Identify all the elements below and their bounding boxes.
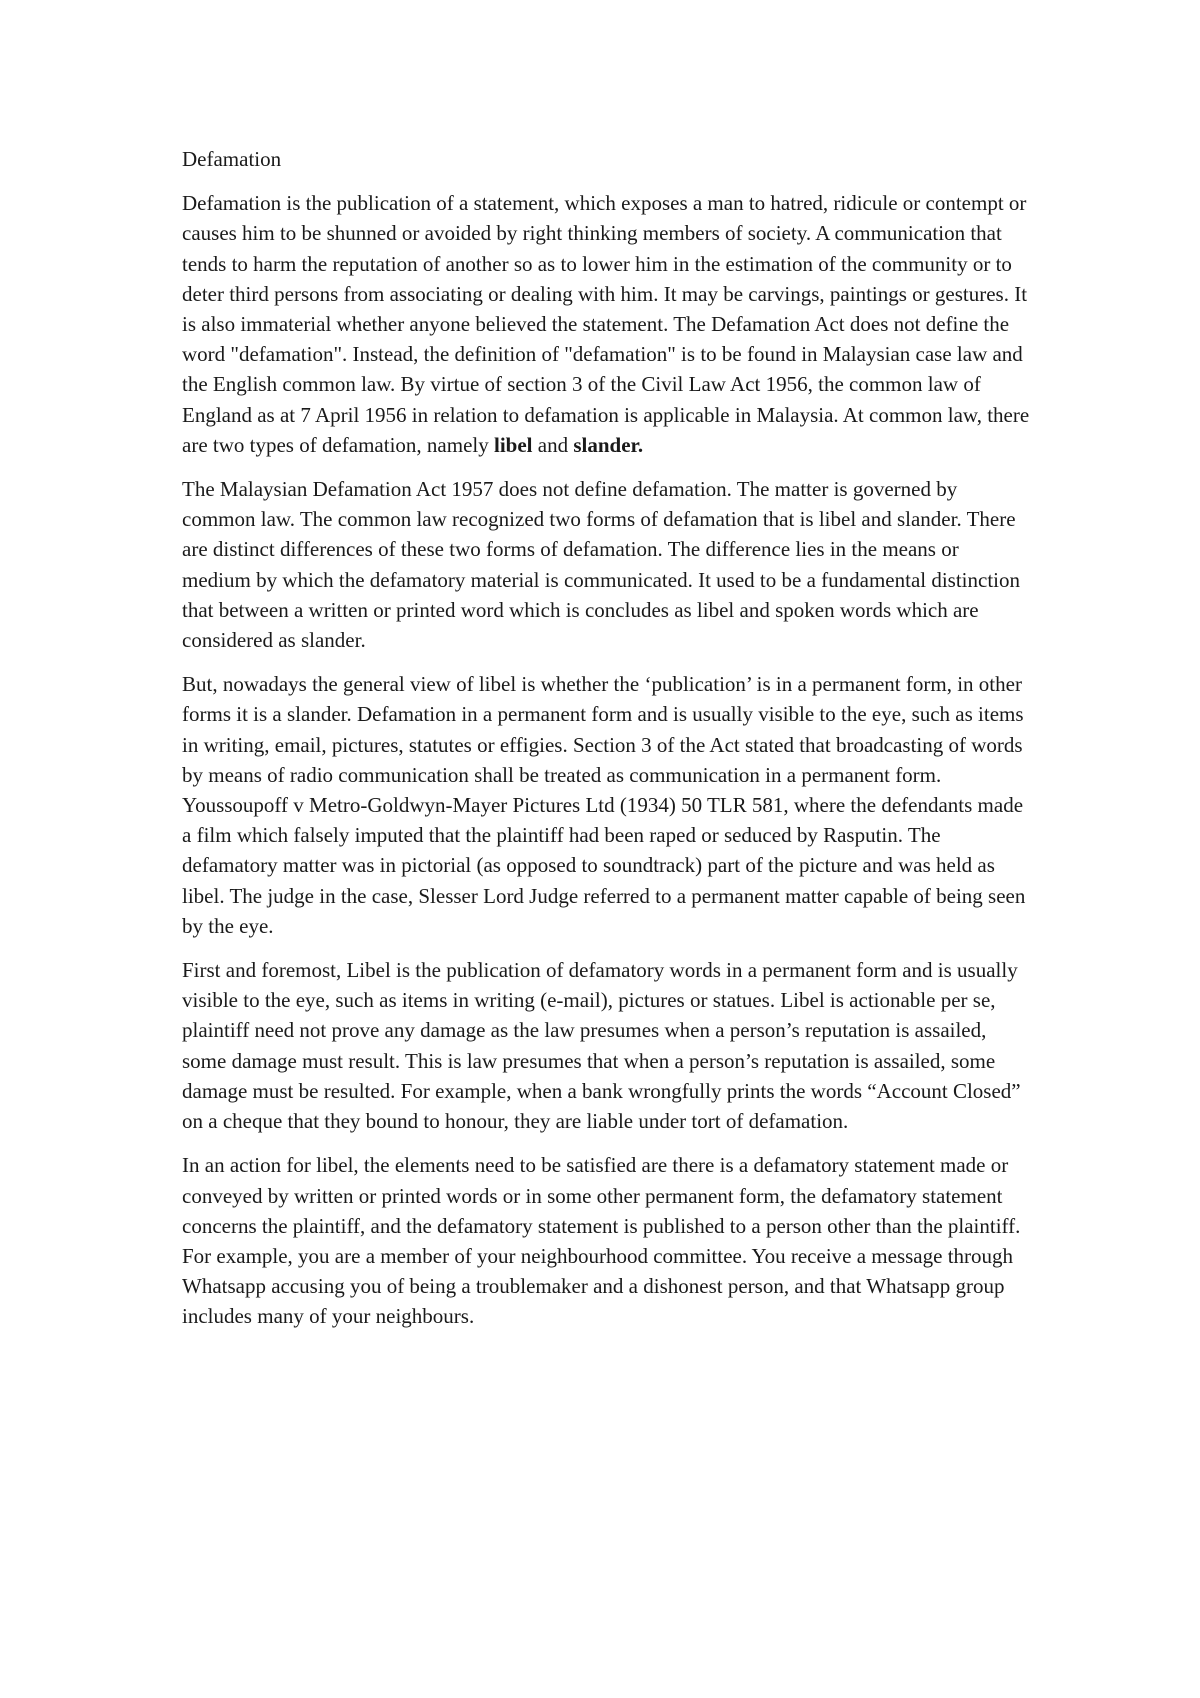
paragraph-libel-definition: First and foremost, Libel is the publication of defamatory words in a permanent form and is usually visible to the eye, such as items in writing (e-mail), pictures or statues. Libel is actionable per se, plaintiff need not prove any damage as the law presumes when a person’s reputation is assailed, some damage must result. This is law presumes that when a person’s reputation is assailed, some damage must be resulted. For example, when a bank wrongfully prints the words “Account Closed” on a cheque that they bound to honour, they are liable under tort of defamation. <box>182 958 1021 1134</box>
paragraph-libel-elements: In an action for libel, the elements need to be satisfied are there is a defamatory statement made or conveyed by written or printed words or in some other permanent form, the defamatory statement concerns the plaintiff, and the defamatory statement is published to a person other than the plaintiff. For example, you are a member of your neighbourhood committee. You receive a message through Whatsapp accusing you of being a troublemaker and a dishonest person, and that Whatsapp group includes many of your neighbours. <box>182 1153 1021 1329</box>
paragraph-permanent-form: But, nowadays the general view of libel is whether the ‘publication’ is in a permanent form, in other forms it is a slander. Defamation in a permanent form and is usually visible to the eye, such as items in writing, email, pictures, statutes or effigies. Section 3 of the Act stated that broadcasting of words by means of radio communication shall be treated as communication in a permanent form. Youssoupoff v Metro-Goldwyn-Mayer Pictures Ltd (1934) 50 TLR 581, where the defendants made a film which falsely imputed that the plaintiff had been raped or seduced by Rasputin. The defamatory matter was in pictorial (as opposed to soundtrack) part of the picture and was held as libel. The judge in the case, Slesser Lord Judge referred to a permanent matter capable of being seen by the eye. <box>182 672 1026 938</box>
paragraph-defamation-act: The Malaysian Defamation Act 1957 does not define defamation. The matter is governed by common law. The common law recognized two forms of defamation that is libel and slander. There are distinct differences of these two forms of defamation. The difference lies in the means or medium by which the defamatory material is communicated. It used to be a fundamental distinction that between a written or printed word which is concludes as libel and spoken words which are considered as slander. <box>182 477 1021 653</box>
document-body <box>182 144 1032 1346</box>
term-libel: libel <box>493 432 533 457</box>
paragraph-connector: and <box>532 432 574 457</box>
term-slander: slander. <box>573 432 644 457</box>
paragraph-text: Defamation is the publication of a statement, which exposes a man to hatred, ridicule or contempt or causes him to be shunned or avoided by right thinking members of society. A communication that tends to harm the reputation of another so as to lower him in the estimation of the community or to deter third persons from associating or dealing with him. It may be carvings, paintings or gestures. It is also immaterial whether anyone believed the statement. The Defamation Act does not define the word "defamation". Instead, the definition of "defamation" is to be found in Malaysian case law and the English common law. By virtue of section 3 of the Civil Law Act 1956, the common law of England as at 7 April 1956 in relation to defamation is applicable in Malaysia. At common law, there are two types of defamation, namely <box>182 191 1030 457</box>
document-title: Defamation <box>182 147 282 171</box>
paragraph-definition <box>182 188 1032 460</box>
